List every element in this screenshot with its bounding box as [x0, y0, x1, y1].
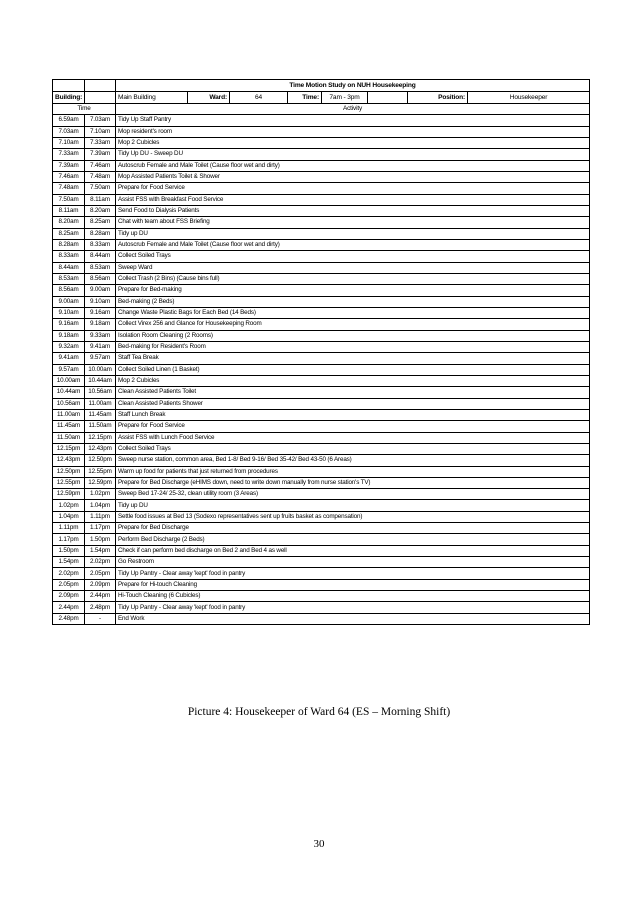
row-start-time: 9.16am — [53, 319, 85, 330]
row-end-time: 12.55pm — [85, 466, 116, 477]
building-value: Main Building — [116, 92, 188, 104]
row-start-time: 2.44pm — [53, 602, 85, 613]
row-end-time: 12.59pm — [85, 477, 116, 488]
row-activity: Prepare for Bed Discharge (eHIMS down, need to write down manually from nurse station's TV) — [116, 477, 590, 488]
row-start-time: 7.39am — [53, 160, 85, 171]
row-end-time: 9.16am — [85, 307, 116, 318]
row-end-time: 10.56am — [85, 387, 116, 398]
row-activity: End Work — [116, 613, 590, 624]
table-row — [53, 137, 590, 148]
row-end-time: 10.00am — [85, 364, 116, 375]
row-start-time: 7.33am — [53, 149, 85, 160]
row-activity: Hi-Touch Cleaning (6 Cubicles) — [116, 591, 590, 602]
row-start-time: 1.54pm — [53, 557, 85, 568]
row-start-time: 7.10am — [53, 137, 85, 148]
row-activity: Prepare for Bed Discharge — [116, 523, 590, 534]
row-activity: Clean Assisted Patients Toilet — [116, 387, 590, 398]
row-start-time: 9.32am — [53, 341, 85, 352]
row-end-time: 1.04pm — [85, 500, 116, 511]
table-row — [53, 489, 590, 500]
table-row — [53, 273, 590, 284]
row-end-time: 8.56am — [85, 273, 116, 284]
page-number: 30 — [313, 838, 325, 850]
row-end-time: 12.43pm — [85, 443, 116, 454]
row-end-time: 9.41am — [85, 341, 116, 352]
table-row — [53, 160, 590, 171]
table-row — [53, 194, 590, 205]
row-activity: Collect Virex 256 and Glance for Housekeeping Room — [116, 319, 590, 330]
row-end-time: 8.33am — [85, 239, 116, 250]
row-activity: Tidy Up Pantry - Clear away 'kept' food in pantry — [116, 602, 590, 613]
table-row — [53, 375, 590, 386]
row-activity: Sweep Ward — [116, 262, 590, 273]
table-row — [53, 421, 590, 432]
row-activity: Prepare for Food Service — [116, 421, 590, 432]
row-end-time: 9.18am — [85, 319, 116, 330]
row-end-time: 9.57am — [85, 353, 116, 364]
table-row — [53, 545, 590, 556]
row-start-time: 9.00am — [53, 296, 85, 307]
row-end-time: 8.44am — [85, 251, 116, 262]
row-end-time: 7.46am — [85, 160, 116, 171]
row-start-time: 12.43pm — [53, 455, 85, 466]
row-end-time: 7.50am — [85, 183, 116, 194]
row-activity: Staff Lunch Break — [116, 409, 590, 420]
table-title: Time Motion Study on NUH Housekeeping — [116, 80, 590, 92]
row-activity: Check if can perform bed discharge on Bed 2 and Bed 4 as well — [116, 545, 590, 556]
row-end-time: 2.09pm — [85, 579, 116, 590]
row-activity: Bed-making (2 Beds) — [116, 296, 590, 307]
row-activity: Chat with team about FSS Briefing — [116, 217, 590, 228]
row-activity: Sweep Bed 17-24/ 25-32, clean utility room (3 Areas) — [116, 489, 590, 500]
row-end-time: 9.10am — [85, 296, 116, 307]
row-end-time: 8.53am — [85, 262, 116, 273]
row-activity: Tidy Up DU - Sweep DU — [116, 149, 590, 160]
row-activity: Autoscrub Female and Male Toilet (Cause floor wet and dirty) — [116, 160, 590, 171]
table-row — [53, 613, 590, 624]
row-end-time: 1.17pm — [85, 523, 116, 534]
table-row — [53, 466, 590, 477]
row-activity: Sweep nurse station, common area, Bed 1-8/ Bed 9-16/ Bed 35-42/ Bed 43-50 (6 Areas) — [116, 455, 590, 466]
row-end-time: 7.10am — [85, 126, 116, 137]
row-start-time: 12.15pm — [53, 443, 85, 454]
time-value: 7am - 3pm — [322, 92, 368, 104]
row-activity: Collect Trash (2 Bins) (Cause bins full) — [116, 273, 590, 284]
ward-label: Ward: — [188, 92, 230, 104]
table-row — [53, 511, 590, 522]
row-start-time: 8.20am — [53, 217, 85, 228]
row-activity: Mop 2 Cubicles — [116, 375, 590, 386]
table-row — [53, 330, 590, 341]
row-start-time: 8.28am — [53, 239, 85, 250]
table-row — [53, 171, 590, 182]
column-header-activity: Activity — [116, 104, 590, 115]
row-activity: Warm up food for patients that just returned from procedures — [116, 466, 590, 477]
row-start-time: 7.03am — [53, 126, 85, 137]
row-activity: Staff Tea Break — [116, 353, 590, 364]
row-activity: Autoscrub Female and Male Toilet (Cause floor wet and dirty) — [116, 239, 590, 250]
row-start-time: 10.00am — [53, 375, 85, 386]
table-row — [53, 534, 590, 545]
table-row — [53, 364, 590, 375]
row-end-time: 2.48pm — [85, 602, 116, 613]
position-value: Housekeeper — [468, 92, 590, 104]
row-activity: Mop 2 Cubicles — [116, 137, 590, 148]
row-activity: Clean Assisted Patients Shower — [116, 398, 590, 409]
row-start-time: 11.50am — [53, 432, 85, 443]
row-end-time: 2.05pm — [85, 568, 116, 579]
table-row — [53, 477, 590, 488]
row-start-time: 1.02pm — [53, 500, 85, 511]
ward-value: 64 — [230, 92, 288, 104]
row-start-time: 8.33am — [53, 251, 85, 262]
row-end-time: 2.44pm — [85, 591, 116, 602]
row-start-time: 8.53am — [53, 273, 85, 284]
row-start-time: 1.50pm — [53, 545, 85, 556]
row-end-time: 11.00am — [85, 398, 116, 409]
row-start-time: 9.10am — [53, 307, 85, 318]
row-end-time: 9.33am — [85, 330, 116, 341]
row-start-time: 9.57am — [53, 364, 85, 375]
row-activity: Prepare for Hi-touch Cleaning — [116, 579, 590, 590]
table-row — [53, 262, 590, 273]
row-end-time: 10.44am — [85, 375, 116, 386]
row-start-time: 7.46am — [53, 171, 85, 182]
row-start-time: 12.55pm — [53, 477, 85, 488]
row-start-time: 1.04pm — [53, 511, 85, 522]
table-row — [53, 602, 590, 613]
position-label: Position: — [408, 92, 468, 104]
table-row — [53, 353, 590, 364]
row-end-time: 9.00am — [85, 285, 116, 296]
table-row — [53, 285, 590, 296]
row-start-time: 11.00am — [53, 409, 85, 420]
row-activity: Change Waste Plastic Bags for Each Bed (14 Beds) — [116, 307, 590, 318]
row-activity: Bed-making for Resident's Room — [116, 341, 590, 352]
row-start-time: 9.41am — [53, 353, 85, 364]
row-start-time: 10.56am — [53, 398, 85, 409]
row-activity: Assist FSS with Lunch Food Service — [116, 432, 590, 443]
row-start-time: 7.50am — [53, 194, 85, 205]
row-end-time: 1.11pm — [85, 511, 116, 522]
row-end-time: 12.15pm — [85, 432, 116, 443]
table-row — [53, 228, 590, 239]
row-start-time: 8.44am — [53, 262, 85, 273]
table-row — [53, 455, 590, 466]
table-row — [53, 319, 590, 330]
table-row — [53, 307, 590, 318]
row-start-time: 12.50pm — [53, 466, 85, 477]
row-end-time: 7.48am — [85, 171, 116, 182]
row-end-time: 1.50pm — [85, 534, 116, 545]
row-start-time: 2.48pm — [53, 613, 85, 624]
row-start-time: 1.11pm — [53, 523, 85, 534]
row-end-time: 7.33am — [85, 137, 116, 148]
row-activity: Tidy up DU — [116, 228, 590, 239]
row-activity: Collect Soiled Linen (1 Basket) — [116, 364, 590, 375]
table-row — [53, 205, 590, 216]
row-activity: Isolation Room Cleaning (2 Rooms) — [116, 330, 590, 341]
row-end-time: 7.39am — [85, 149, 116, 160]
row-activity: Tidy Up Staff Pantry — [116, 115, 590, 126]
row-start-time: 2.02pm — [53, 568, 85, 579]
table-row — [53, 183, 590, 194]
row-end-time: 1.54pm — [85, 545, 116, 556]
table-row — [53, 251, 590, 262]
table-row — [53, 217, 590, 228]
row-activity: Prepare for Food Service — [116, 183, 590, 194]
row-end-time: 1.02pm — [85, 489, 116, 500]
table-row — [53, 557, 590, 568]
row-activity: Tidy Up Pantry - Clear away 'kept' food in pantry — [116, 568, 590, 579]
row-start-time: 2.05pm — [53, 579, 85, 590]
row-end-time: 8.25am — [85, 217, 116, 228]
row-start-time: 7.48am — [53, 183, 85, 194]
row-end-time: - — [85, 613, 116, 624]
row-activity: Assist FSS with Breakfast Food Service — [116, 194, 590, 205]
table-row — [53, 409, 590, 420]
row-end-time: 8.20am — [85, 205, 116, 216]
time-motion-table — [52, 79, 590, 625]
row-end-time: 12.50pm — [85, 455, 116, 466]
table-row — [53, 432, 590, 443]
row-activity: Collect Soiled Trays — [116, 251, 590, 262]
row-start-time: 6.59am — [53, 115, 85, 126]
row-end-time: 2.02pm — [85, 557, 116, 568]
row-start-time: 8.56am — [53, 285, 85, 296]
row-activity: Send Food to Dialysis Patients — [116, 205, 590, 216]
table-row — [53, 443, 590, 454]
table-row — [53, 341, 590, 352]
row-activity: Prepare for Bed-making — [116, 285, 590, 296]
table-row — [53, 568, 590, 579]
row-start-time: 2.09pm — [53, 591, 85, 602]
row-activity: Go Restroom — [116, 557, 590, 568]
table-row — [53, 126, 590, 137]
row-activity: Tidy up DU — [116, 500, 590, 511]
row-activity: Mop Assisted Patients Toilet & Shower — [116, 171, 590, 182]
row-end-time: 8.11am — [85, 194, 116, 205]
table-row — [53, 500, 590, 511]
table-row — [53, 296, 590, 307]
row-activity: Perform Bed Discharge (2 Beds) — [116, 534, 590, 545]
row-start-time: 9.18am — [53, 330, 85, 341]
figure-caption: Picture 4: Housekeeper of Ward 64 (ES – Morning Shift) — [187, 706, 451, 718]
row-start-time: 8.25am — [53, 228, 85, 239]
row-activity: Mop resident's room — [116, 126, 590, 137]
table-row — [53, 523, 590, 534]
table-row — [53, 387, 590, 398]
table-row — [53, 149, 590, 160]
row-end-time: 7.03am — [85, 115, 116, 126]
row-end-time: 11.50am — [85, 421, 116, 432]
row-activity: Collect Soiled Trays — [116, 443, 590, 454]
row-end-time: 8.28am — [85, 228, 116, 239]
table-row — [53, 115, 590, 126]
column-header-time: Time — [53, 104, 116, 115]
building-label: Building: — [53, 92, 85, 104]
row-end-time: 11.45am — [85, 409, 116, 420]
time-label: Time: — [288, 92, 322, 104]
row-start-time: 12.59pm — [53, 489, 85, 500]
table-row — [53, 591, 590, 602]
row-start-time: 11.45am — [53, 421, 85, 432]
table-row — [53, 579, 590, 590]
table-row — [53, 398, 590, 409]
row-start-time: 10.44am — [53, 387, 85, 398]
table-row — [53, 239, 590, 250]
row-start-time: 8.11am — [53, 205, 85, 216]
row-start-time: 1.17pm — [53, 534, 85, 545]
row-activity: Settle food issues at Bed 13 (Sodexo representatives sent up fruits basket as compensation) — [116, 511, 590, 522]
